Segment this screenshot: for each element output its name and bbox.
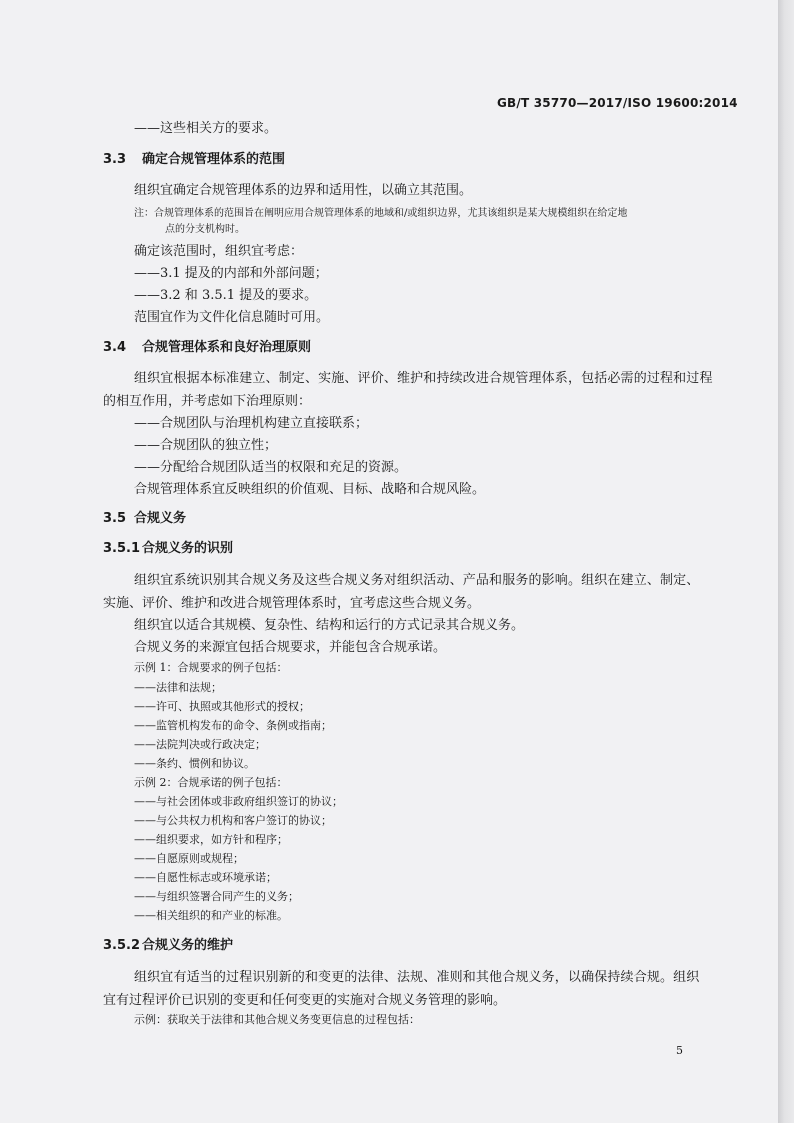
example-item: ——与社会团体或非政府组织签订的协议； xyxy=(134,795,343,808)
list-item: ——这些相关方的要求。 xyxy=(134,121,278,136)
example-item: ——组织要求，如方针和程序； xyxy=(134,833,288,846)
paragraph: 组织宜根据本标准建立、制定、实施、评价、维护和持续改进合规管理体系，包括必需的过程和过程 xyxy=(134,371,713,386)
section-heading: 合规义务 xyxy=(134,511,187,526)
page-edge-shadow xyxy=(778,0,794,1123)
paragraph: 组织宜以适合其规模、复杂性、结构和运行的方式记录其合规义务。 xyxy=(134,618,525,633)
paragraph: 合规管理体系宜反映组织的价值观、目标、战略和合规风险。 xyxy=(134,482,486,497)
paragraph: 确定该范围时，组织宜考虑： xyxy=(134,244,304,259)
paragraph: 实施、评价、维护和改进合规管理体系时，宜考虑这些合规义务。 xyxy=(103,596,481,611)
list-item: ——3.2 和 3.5.1 提及的要求。 xyxy=(134,288,318,303)
section-number: 3.3 xyxy=(103,152,127,167)
standard-number: GB/T 35770—2017/ISO 19600:2014 xyxy=(497,96,738,110)
note: 注：合规管理体系的范围旨在阐明应用合规管理体系的地域和/或组织边界，尤其该组织是某大规模组织在给定地 xyxy=(134,208,628,219)
subsection-heading: 合规义务的维护 xyxy=(142,938,234,953)
example-item: ——监管机构发布的命令、条例或指南； xyxy=(134,719,332,732)
subsection-number: 3.5.2 xyxy=(103,938,141,953)
list-item: ——3.1 提及的内部和外部问题； xyxy=(134,266,328,281)
example-heading: 示例：获取关于法律和其他合规义务变更信息的过程包括： xyxy=(134,1013,420,1026)
section-number: 3.4 xyxy=(103,340,127,355)
example-item: ——自愿原则或规程； xyxy=(134,852,244,865)
section-number: 3.5 xyxy=(103,511,127,526)
example-item: ——法律和法规； xyxy=(134,681,222,694)
list-item: ——分配给合规团队适当的权限和充足的资源。 xyxy=(134,460,408,475)
list-item: ——合规团队的独立性； xyxy=(134,438,278,453)
example-item: ——法院判决或行政决定； xyxy=(134,738,266,751)
section-heading: 合规管理体系和良好治理原则 xyxy=(142,340,312,355)
section-heading: 确定合规管理体系的范围 xyxy=(142,152,286,167)
example-item: ——自愿性标志或环境承诺； xyxy=(134,871,277,884)
paragraph: 范围宜作为文件化信息随时可用。 xyxy=(134,310,330,325)
paragraph: 宜有过程评价已识别的变更和任何变更的实施对合规义务管理的影响。 xyxy=(103,993,507,1008)
example-item: ——条约、惯例和协议。 xyxy=(134,757,255,770)
example-heading: 示例 2：合规承诺的例子包括： xyxy=(134,776,288,789)
subsection-number: 3.5.1 xyxy=(103,541,141,556)
example-item: ——与公共权力机构和客户签订的协议； xyxy=(134,814,332,827)
paragraph: 组织宜系统识别其合规义务及这些合规义务对组织活动、产品和服务的影响。组织在建立、制定、 xyxy=(134,573,700,588)
subsection-heading: 合规义务的识别 xyxy=(142,541,234,556)
example-item: ——相关组织的和产业的标准。 xyxy=(134,909,288,922)
example-heading: 示例 1：合规要求的例子包括： xyxy=(134,661,288,674)
example-item: ——许可、执照或其他形式的授权； xyxy=(134,700,310,713)
page-number: 5 xyxy=(676,1044,683,1057)
list-item: ——合规团队与治理机构建立直接联系； xyxy=(134,416,369,431)
paragraph: 的相互作用，并考虑如下治理原则： xyxy=(103,394,312,409)
paragraph: 组织宜有适当的过程识别新的和变更的法律、法规、准则和其他合规义务，以确保持续合规。组织 xyxy=(134,970,700,985)
note-continuation: 点的分支机构时。 xyxy=(165,224,245,235)
paragraph: 组织宜确定合规管理体系的边界和适用性，以确立其范围。 xyxy=(134,183,473,198)
example-item: ——与组织签署合同产生的义务； xyxy=(134,890,299,903)
paragraph: 合规义务的来源宜包括合规要求，并能包含合规承诺。 xyxy=(134,640,447,655)
